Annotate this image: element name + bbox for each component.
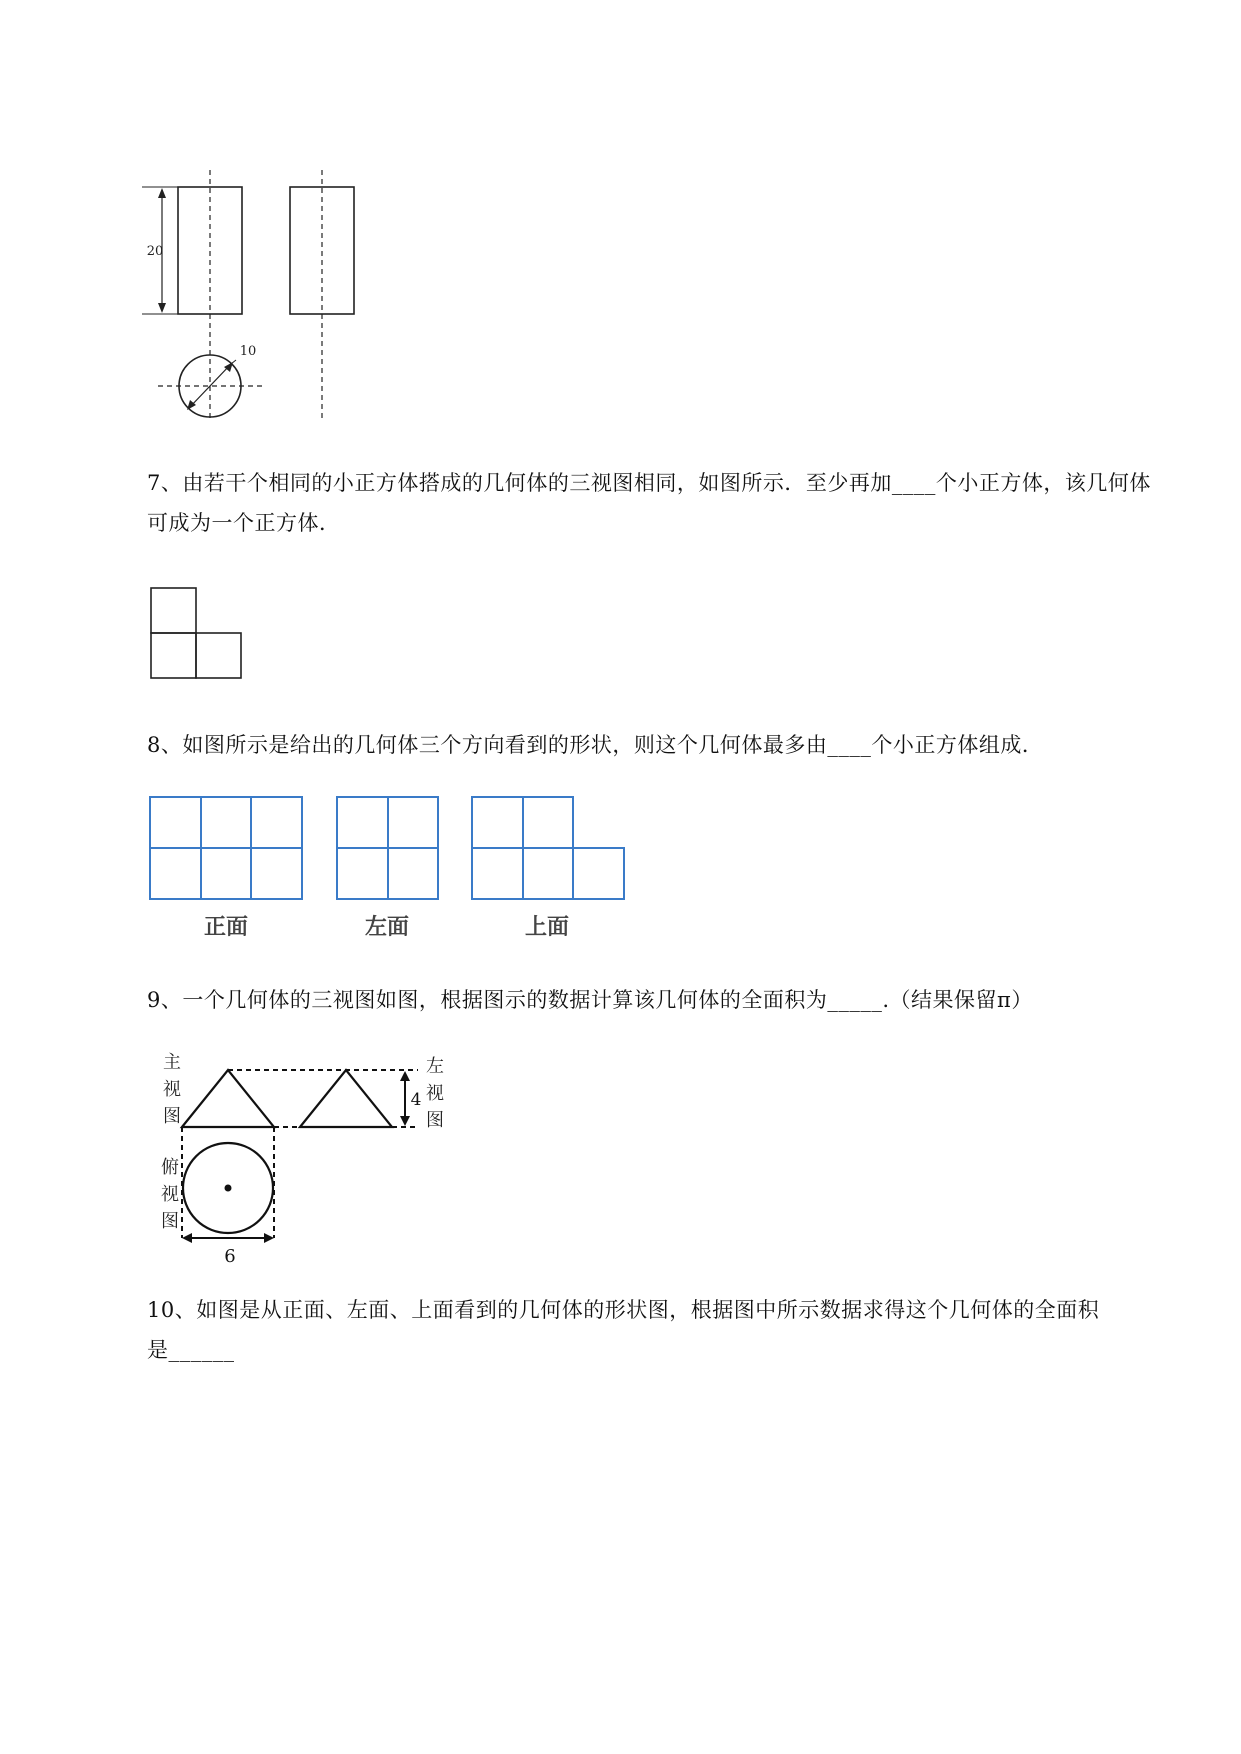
- question-8: [147, 725, 1157, 765]
- left-view-label-1: 左: [426, 1056, 444, 1077]
- cone-three-views-figure: [150, 1050, 460, 1275]
- q8-text-end: 个小正方体组成．: [871, 733, 1044, 757]
- main-view-label-3: 图: [163, 1106, 181, 1127]
- top-view-grid: [472, 797, 624, 899]
- main-view-label-1: 主: [163, 1052, 181, 1073]
- question-10: [147, 1290, 1157, 1370]
- front-view-grid: [150, 797, 302, 899]
- cylinder-three-views-figure: [140, 160, 380, 430]
- top-view-label-1: 俯: [161, 1157, 179, 1178]
- left-view-label-3: 图: [426, 1110, 444, 1131]
- q8-text-start: 8、如图所示是给出的几何体三个方向看到的形状，则这个几何体最多由: [147, 733, 828, 757]
- cone-height-label: 4: [410, 1090, 422, 1110]
- top-view-label-3: 图: [161, 1211, 179, 1232]
- left-view-grid: [337, 797, 438, 899]
- q10-answer-blank[interactable]: ______: [168, 1338, 235, 1362]
- main-view-label-2: 视: [163, 1079, 181, 1100]
- q8-answer-blank[interactable]: ____: [827, 733, 872, 757]
- question-9: [147, 980, 1157, 1020]
- main-view-triangle: [182, 1070, 274, 1127]
- q9-answer-blank[interactable]: _____: [827, 988, 883, 1012]
- q10-line-2: [147, 1330, 1157, 1370]
- top-view-label: 上面: [524, 915, 570, 940]
- q7-answer-blank[interactable]: ____: [891, 471, 936, 495]
- left-view-triangle: [300, 1070, 392, 1127]
- left-view-label-2: 视: [426, 1083, 444, 1104]
- center-dot: [225, 1185, 232, 1192]
- three-views-grid-figure: [145, 792, 635, 952]
- cone-width-label: 6: [224, 1246, 236, 1267]
- question-7: [147, 463, 1157, 543]
- l-shape-view-figure: [148, 585, 248, 685]
- left-view-label: 左面: [364, 915, 410, 940]
- q9-text-end: .（结果保留π）: [882, 988, 1033, 1012]
- front-view-label: 正面: [203, 915, 249, 940]
- top-view-label-2: 视: [161, 1184, 179, 1205]
- q7-text-end: 个小正方体，该几何体可成为一个正方体．: [147, 471, 1151, 535]
- q9-text-start: 9、一个几何体的三视图如图，根据图示的数据计算该几何体的全面积为: [147, 988, 828, 1012]
- diameter-label: 10: [239, 344, 257, 359]
- q7-text-start: 7、由若干个相同的小正方体搭成的几何体的三视图相同，如图所示．至少再加: [147, 471, 892, 495]
- q10-line-1: 10、如图是从正面、左面、上面看到的几何体的形状图，根据图中所示数据求得这个几何体的全面积: [147, 1298, 1100, 1322]
- q10-text-prefix: 是: [147, 1338, 169, 1362]
- height-label: 20: [146, 244, 164, 259]
